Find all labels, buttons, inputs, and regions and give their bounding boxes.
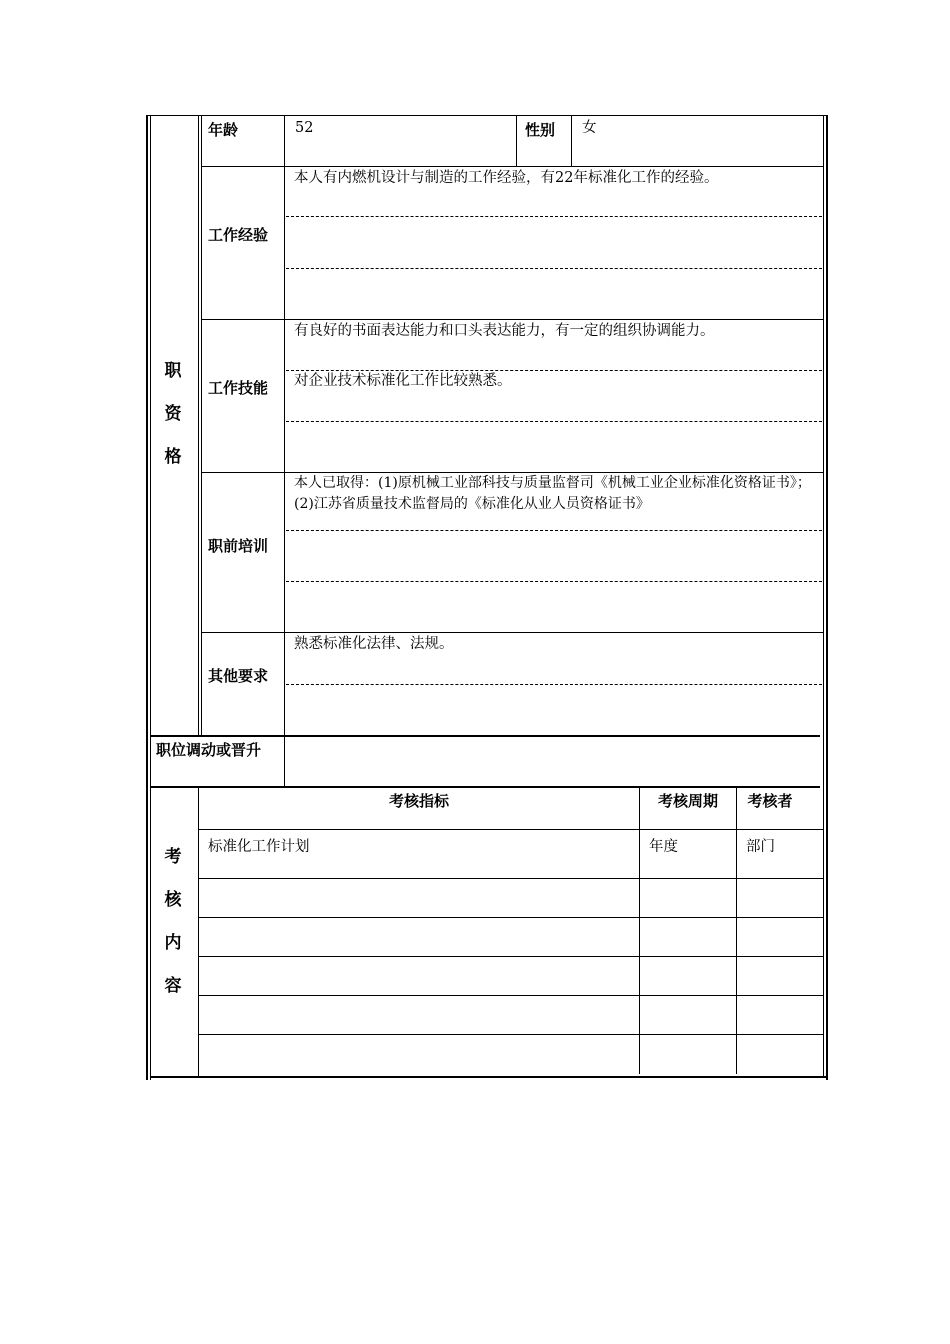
side-char: 内: [164, 933, 182, 953]
col-line-d: [571, 115, 572, 166]
header-period: 考核周期: [657, 792, 718, 810]
side-char: 格: [164, 447, 182, 467]
row-line-1: [201, 166, 823, 167]
other-text: 熟悉标准化法律、法规。: [294, 636, 454, 652]
assessment-side-label: [162, 836, 184, 1008]
qualification-side-label: [162, 350, 184, 479]
col-line-b: [284, 115, 285, 787]
assess-row-line: [199, 956, 823, 957]
assess-col-a: [198, 788, 199, 1076]
skills-line-1: 有良好的书面表达能力和口头表达能力，有一定的组织协调能力。: [294, 323, 715, 339]
dash-line: [286, 581, 822, 582]
col-line-a2: [201, 115, 202, 735]
frame-top: [146, 115, 828, 116]
row-line-6: [150, 786, 820, 788]
experience-label: 工作经验: [208, 226, 269, 244]
skills-line-2: 对企业技术标准化工作比较熟悉。: [294, 373, 512, 389]
table-cell-assessor: 部门: [746, 839, 775, 855]
header-indicator: 考核指标: [388, 792, 449, 810]
dash-line: [286, 268, 822, 269]
age-label: 年龄: [208, 121, 239, 139]
training-text: 本人已取得：(1)原机械工业部科技与质量监督司《机械工业企业标准化资格证书》；(2)江苏省质量技术监督局的《标准化从业人员资格证书》: [294, 475, 811, 512]
header-assessor: 考核者: [747, 792, 793, 810]
dash-line: [286, 421, 822, 422]
dash-line: [286, 530, 822, 531]
skills-label: 工作技能: [208, 379, 269, 397]
frame-bottom-left: [150, 1076, 198, 1078]
other-label: 其他要求: [208, 667, 269, 685]
frame-right-outer: [826, 115, 828, 1080]
experience-text: 本人有内燃机设计与制造的工作经验，有22年标准化工作的经验。: [294, 170, 719, 186]
assess-row-line: [199, 1034, 823, 1035]
table-cell-period: 年度: [649, 839, 678, 855]
frame-bottom: [198, 1076, 828, 1078]
dash-line: [286, 216, 822, 217]
frame-right-inner: [823, 115, 824, 1078]
transfer-label: 职位调动或晋升: [156, 741, 262, 759]
dash-line: [286, 684, 822, 685]
gender-value: 女: [582, 120, 597, 136]
col-line-a: [198, 115, 199, 735]
side-char: 核: [164, 890, 182, 910]
frame-left-inner: [150, 115, 151, 1080]
assess-row-line: [199, 829, 823, 830]
assess-row-line: [199, 878, 823, 879]
row-line-5: [150, 735, 820, 737]
row-line-4: [201, 632, 823, 633]
side-char: 考: [164, 847, 182, 867]
assess-col-b: [639, 788, 640, 1074]
assess-col-c: [736, 788, 737, 1074]
side-char: 资: [164, 404, 182, 424]
assess-row-line: [199, 917, 823, 918]
gender-label: 性别: [525, 121, 556, 139]
side-char: 职: [164, 361, 182, 381]
col-line-c: [516, 115, 517, 166]
assess-row-line: [199, 995, 823, 996]
frame-left-outer: [146, 115, 148, 1080]
row-line-2: [201, 319, 823, 320]
age-value: 52: [295, 120, 314, 136]
training-label: 职前培训: [208, 537, 269, 555]
table-cell-indicator: 标准化工作计划: [208, 839, 310, 855]
side-char: 容: [164, 976, 182, 996]
